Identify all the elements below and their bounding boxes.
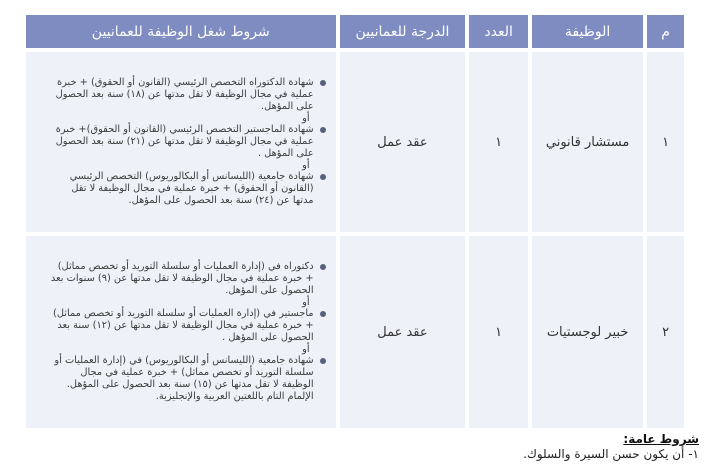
table-header-row (26, 15, 684, 48)
header-count: العدد (469, 15, 528, 48)
bullet-icon (320, 264, 326, 270)
header-grade: الدرجة للعمانيين (340, 15, 466, 48)
condition-item: شهادة جامعية (الليسانس أو البكالوريوس) في (إدارة العمليات أو سلسلة التوريد أو تخصص مماثل) + خبرة عملية في مجال الوظيفة لا تقل مدتها عن (١٥) سنة بعد الحصول على المؤهل. (48, 355, 326, 391)
or-separator: أو (302, 113, 310, 124)
row-conditions (26, 52, 336, 232)
jobs-table (22, 11, 688, 432)
or-separator: أو (302, 160, 310, 171)
condition-item: دكتوراه في (إدارة العمليات أو سلسلة التوريد أو تخصص مماثل) + خبرة عملية في مجال الوظيفة لا تقل مدتها عن (٩) سنوات بعد الحصول على المؤهل. (48, 261, 326, 297)
bullet-icon (320, 174, 326, 180)
table-row (26, 236, 684, 428)
header-job: الوظيفة (532, 15, 643, 48)
general-conditions (9, 432, 699, 468)
general-condition-item: ١- أن يكون حسن السيرة والسلوك. (523, 447, 699, 461)
row-count: ١ (469, 52, 528, 232)
bullet-icon (320, 80, 326, 86)
row-count: ١ (469, 236, 528, 428)
row-no: ٢ (647, 236, 684, 428)
row-grade: عقد عمل (340, 236, 466, 428)
header-conditions: شروط شغل الوظيفة للعمانيين (26, 15, 336, 48)
bullet-icon (320, 358, 326, 364)
row-grade: عقد عمل (340, 52, 466, 232)
row-job: خبير لوجستيات (532, 236, 643, 428)
bullet-icon (320, 127, 326, 133)
table-row (26, 52, 684, 232)
condition-item: ماجستير في (إدارة العمليات أو سلسلة التوريد أو تخصص مماثل) + خبرة عملية في مجال الوظيفة لا تقل مدتها عن (١٢) سنة بعد الحصول على المؤهل . (48, 308, 326, 344)
header-no: م (647, 15, 684, 48)
or-separator: أو (302, 344, 310, 355)
condition-item: شهادة جامعية (الليسانس أو البكالوريوس) التخصص الرئيسي (القانون أو الحقوق) + خبرة عملية في مجال الوظيفة لا تقل مدتها عن (٢٤) سنة بعد الحصول على المؤهل. (48, 171, 326, 207)
language-requirement: الإلمام التام باللغتين العربية والإنجليزية. (155, 391, 314, 402)
row-no: ١ (647, 52, 684, 232)
row-job: مستشار قانوني (532, 52, 643, 232)
general-conditions-title: شروط عامة: (623, 432, 699, 446)
cropped-line (9, 462, 699, 468)
or-separator: أو (302, 297, 310, 308)
condition-item: شهادة الدكتوراه التخصص الرئيسي (القانون أو الحقوق) + خبرة عملية في مجال الوظيفة لا تقل مدتها عن (١٨) سنة بعد الحصول على المؤهل. (48, 77, 326, 113)
condition-item: شهادة الماجستير التخصص الرئيسي (القانون أو الحقوق)+ خبرة عملية في مجال الوظيفة لا تقل مدتها عن (٢١) سنة بعد الحصول على المؤهل . (48, 124, 326, 160)
row-conditions (26, 236, 336, 428)
bullet-icon (320, 311, 326, 317)
